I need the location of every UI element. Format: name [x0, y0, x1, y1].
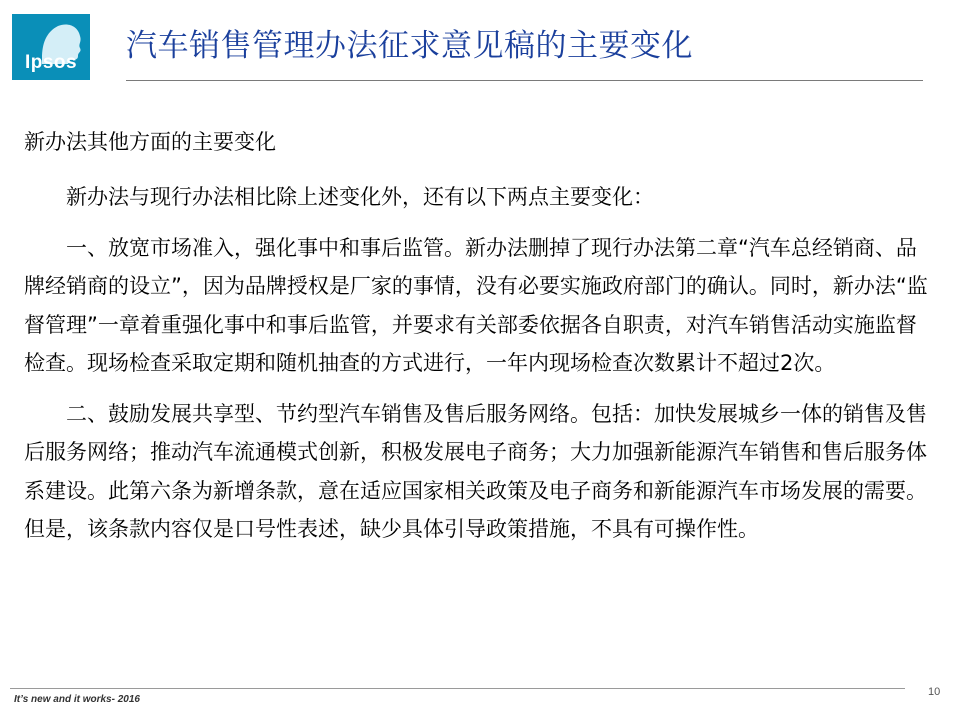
- page-number: 10: [928, 686, 941, 698]
- point-two-paragraph: 二、鼓励发展共享型、节约型汽车销售及售后服务网络。包括：加快发展城乡一体的销售及售后服务网络；推动汽车流通模式创新，积极发展电子商务；大力加强新能源汽车销售和售后服务体系建设。此第六条为新增条款，意在适应国家相关政策及电子商务和新能源汽车市场发展的需要。但是，该条款内容仅是口号性表述，缺少具体引导政策措施，不具有可操作性。: [24, 401, 927, 541]
- point-one-paragraph: 一、放宽市场准入，强化事中和事后监管。新办法删掉了现行办法第二章“汽车总经销商、品牌经销商的设立”，因为品牌授权是厂家的事情，没有必要实施政府部门的确认。同时，新办法“监督管理”一章着重强化事中和事后监管，并要求有关部委依据各自职责，对汽车销售活动实施监督检查。现场检查采取定期和随机抽查的方式进行，一年内现场检查次数累计不超过2次。: [24, 235, 928, 375]
- logo-wordmark: Ipsos: [24, 52, 78, 73]
- title-divider: [126, 80, 923, 81]
- footer-tagline: It’s new and it works- 2016: [14, 694, 140, 705]
- footer-divider: [10, 688, 905, 689]
- body-text: [24, 178, 936, 561]
- section-heading: 新办法其他方面的主要变化: [24, 130, 276, 154]
- intro-paragraph: 新办法与现行办法相比除上述变化外，还有以下两点主要变化：: [66, 185, 654, 209]
- page-title: 汽车销售管理办法征求意见稿的主要变化: [126, 28, 693, 64]
- ipsos-logo: [12, 14, 90, 80]
